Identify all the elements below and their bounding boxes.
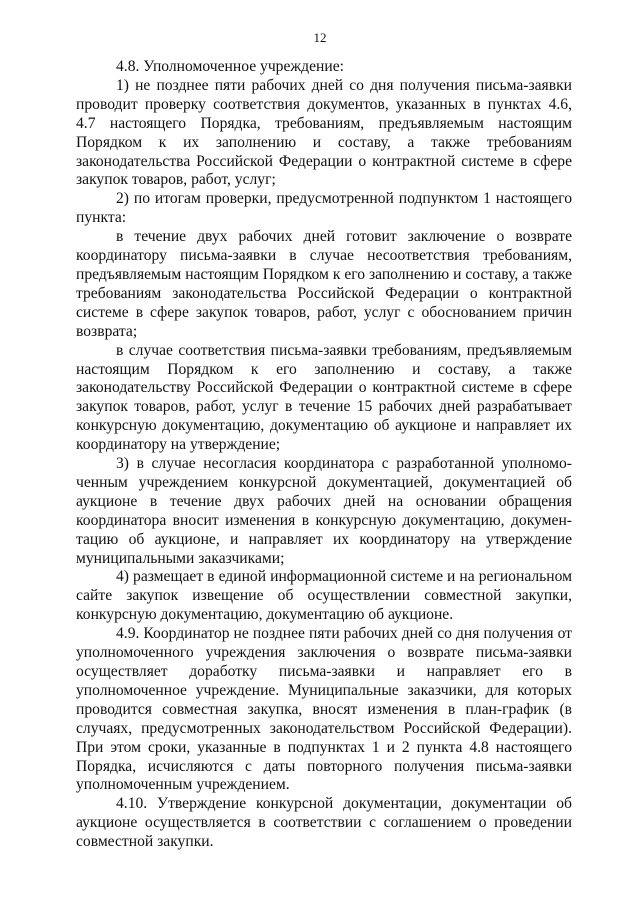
paragraph-4-8-1: 1) не позднее пяти рабочих дней со дня получения письма-заявки проводит проверку соответствия документов, указанных в пунктах 4.6, 4.7 настоящего Порядка, требованиям, предъявляемым настоящим Порядком к их заполнению и составу, а также требованиям законодательства Российской Федерации о контрактной системе в сфере закупок товаров, работ, услуг; — [76, 76, 572, 189]
paragraph-4-8-3: 3) в случае несогласия координатора с разработанной уполномоченным учреждением конкурсной документацией, документацией об аукционе в течение двух рабочих дней на основании обращения координатора вносит изменения в конкурсную документацию, документацию об аукционе, и направляет их координатору на утверждение муниципальными заказчиками; — [76, 455, 572, 567]
paragraph-4-8-4: 4) размещает в единой информационной системе и на региональном сайте закупок извещение об осуществлении совместной закупки, конкурсную документацию, документацию об аукционе. — [76, 568, 572, 624]
paragraph-4-8-2-return: в течение двух рабочих дней готовит заключение о возврате координатору письма-заявки в случае несоответствия требованиям, предъявляемым настоящим Порядком к его заполнению и составу, а также требованиям законодательства Российской Федерации о контрактной системе в сфере закупок товаров, работ, услуг с обоснованием причин возврата; — [76, 228, 572, 340]
section-heading-4-8: 4.8. Уполномоченное учреждение: — [116, 58, 344, 75]
page-number: 12 — [313, 30, 327, 45]
paragraph-4-8-2-develop: в случае соответствия письма-заявки требованиям, предъявляемым настоящим Порядком к его заполнению и составу, а также законодательству Российской Федерации о контрактной системе в сфере закупок товаров, работ, услуг в течение 15 рабочих дней разрабатывает конкурсную документацию, документацию об аукционе и направляет их координатору на утверждение; — [76, 341, 572, 454]
paragraph-4-10: 4.10. Утверждение конкурсной документации, документации об аукционе осуществляется в соответствии с соглашением о проведении совместной закупки. — [76, 795, 572, 851]
document-body — [76, 58, 572, 852]
paragraph-4-8-2: 2) по итогам проверки, предусмотренной подпунктом 1 настоящего пункта: — [76, 190, 572, 227]
paragraph-4-9: 4.9. Координатор не позднее пяти рабочих дней со дня получения от уполномоченного учреждения заключения о возврате письма-заявки осуществляет доработку письма-заявки и направляет его в уполномоченное учреждение. Муниципальные заказчики, для которых проводится совместная закупка, вносят изменения в план-график (в случаях, предусмотренных законодательством Российской Федерации). При этом сроки, указанные в подпунктах 1 и 2 пункта 4.8 настоящего Порядка, исчисляются с даты повторного получения письма-заявки уполномоченным учреждением. — [76, 625, 572, 794]
